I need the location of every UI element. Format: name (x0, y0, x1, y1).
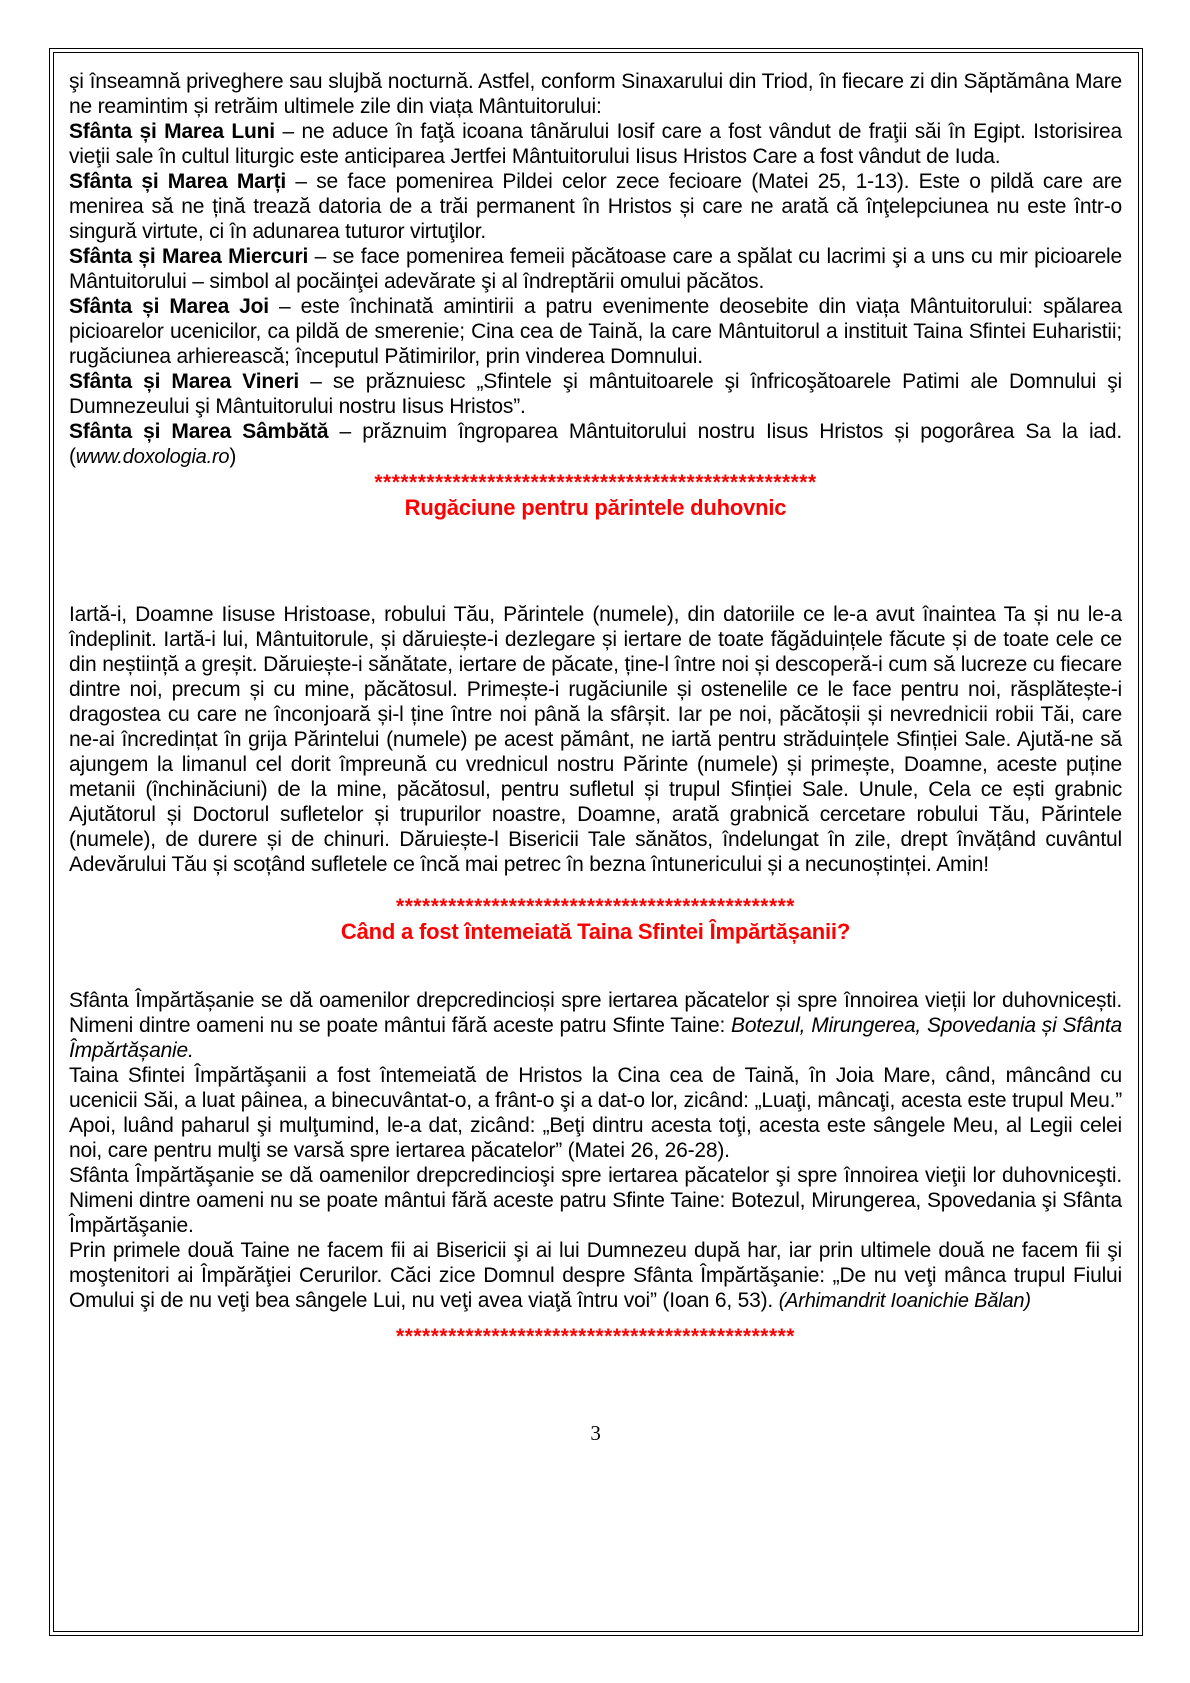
author-attribution: (Arhimandrit Ioanichie Bălan) (778, 1290, 1031, 1312)
communion-paragraph-2: Taina Sfintei Împărtăşanii a fost întemeiată de Hristos la Cina cea de Taină, în Joia Mare, când, mâncând cu ucenicii Săi, a luat pâinea, a binecuvântat-o, a frânt-o şi a dat-o lor, zicând: „Luaţi, mâncaţi, acesta este trupul Meu.” Apoi, luând paharul şi mulţumind, le-a dat, zicând: „Beţi dintru acesta toţi, acesta este sângele Meu, al Legii celei noi, care pentru mulţi se varsă spre iertarea păcatelor” (Matei 26, 26-28). (69, 1064, 1122, 1162)
page-number: 3 (590, 1421, 601, 1445)
asterisk-separator-3: ********************************************** (396, 1325, 795, 1348)
page-border-inner (53, 52, 1139, 1632)
day-name-miercuri: Sfânta și Marea Miercuri (69, 245, 309, 268)
communion-p4-text: Prin primele două Taine ne facem fii ai Bisericii şi ai lui Dumnezeu după har, iar prin ultimele două ne facem fii şi moştenitori ai Împărăţiei Cerurilor. Căci zice Domnul despre Sfânta Împărtăşanie: „De nu veţi mânca trupul Fiului Omului şi de nu veţi bea sângele Lui, nu veţi avea viaţă întru voi” (Ioan 6, 53). (69, 1239, 1122, 1312)
prayer-heading: Rugăciune pentru părintele duhovnic (404, 495, 787, 520)
holy-day-paragraph-miercuri (69, 244, 1122, 294)
page-border (49, 48, 1143, 1636)
day-name-sambata: Sfânta și Marea Sâmbătă (69, 420, 329, 443)
holy-day-paragraph-sambata (69, 419, 1122, 470)
holy-day-paragraph-vineri (69, 369, 1122, 419)
day-text-vineri: – se prăznuiesc „Sfintele şi mântuitoarele şi înfricoşătoarele Patimi ale Domnului şi Dumnezeului şi Mântuitorului nostru Iisus Hristos”. (69, 370, 1123, 418)
day-name-vineri: Sfânta și Marea Vineri (69, 370, 300, 393)
prayer-paragraph: Iartă-i, Doamne Iisuse Hristoase, robului Tău, Părintele (numele), din datoriile ce le-a avut înaintea Ta și nu le-a îndeplinit. Iartă-i lui, Mântuitorule, și dăruiește-i dezlegare și iertare de toate făgăduințele făcute și de toate cele ce din neștiință a greșit. Dăruiește-i sănătate, iertare de păcate, ține-l între noi și descoperă-i cum să lucreze cu fiecare dintre noi, precum și cu mine, păcătosul. Primește-i rugăciunile și ostenelile ce le face pentru noi, răsplătește-i dragostea cu care ne înconjoară și-l ține între noi până la sfârșit. Iar pe noi, păcătoșii și nevrednicii robii Tăi, care ne-ai încredințat în grija Părintelui (numele) pe acest pământ, ne iartă pentru străduințele Sfinției Sale. Ajută-ne să ajungem la limanul cel dorit împreună cu vrednicul nostru Părinte (numele) și primește, Doamne, aceste puține metanii (închinăciuni) de la mine, păcătosul, pentru sufletul și trupul Sfinției Sale. Unule, Cela ce ești grabnic Ajutătorul și Doctorul sufletelor și trupurilor noastre, Doamne, arată grabnică cercetare robului Tău, Părintele (numele), de durere și de chinuri. Dăruiește-l Bisericii Tale sănătos, îndelungat în zile, drept învățând cuvântul Adevărului Tău și scoțând sufletele ce încă mai petrec în bezna întunericului și a necunoștinței. Amin! (69, 603, 1122, 876)
communion-paragraph-3: Sfânta Împărtăşanie se dă oamenilor drepcredincioşi spre iertarea păcatelor şi spre înnoirea vieţii lor duhovniceşti. Nimeni dintre oameni nu se poate mântui fără aceste patru Sfinte Taine: Botezul, Mirungerea, Spovedania şi Sfânta Împărtăşanie. (69, 1164, 1122, 1237)
communion-p1-text: Sfânta Împărtășanie se dă oamenilor drepcredincioși spre iertarea păcatelor și spre înnoirea vieții lor duhovnicești. Nimeni dintre oameni nu se poate mântui fără aceste patru Sfinte Taine: (69, 989, 1122, 1037)
communion-paragraph-4 (69, 1238, 1122, 1314)
source-link-text: www.doxologia.ro (75, 446, 230, 468)
communion-heading: Când a fost întemeiată Taina Sfintei Împărtășanii? (340, 919, 851, 944)
holy-day-paragraph-joi (69, 294, 1122, 369)
day-text-joi: – este închinată amintirii a patru evenimente deosebite din viața Mântuitorului: spălarea picioarelor ucenicilor, ca pildă de smerenie; Cina cea de Taină, la care Mântuitorul a instituit Taina Sfintei Euharistii; rugăciunea arhierească; începutul Pătimirilor, prin vinderea Domnului. (69, 295, 1122, 368)
day-name-joi: Sfânta și Marea Joi (69, 295, 269, 318)
day-name-luni: Sfânta și Marea Luni (69, 120, 275, 143)
day-text-sambata: – prăznuim îngroparea Mântuitorului nostru Iisus Hristos și pogorârea Sa la iad. ( (69, 420, 1122, 468)
communion-paragraph-1 (69, 988, 1122, 1063)
day-text-marti: – se face pomenirea Pildei celor zece fecioare (Matei 25, 1-13). Este o pildă care are menirea să ne țină trează datoria de a trăi permanent în Hristos și care ne arată că înţelepciunea nu este într-o singură virtute, ci în adunarea tuturor virtuţilor. (69, 170, 1122, 243)
page-content (54, 53, 1138, 1446)
intro-paragraph (69, 69, 1122, 119)
holy-day-paragraph-marti (69, 169, 1122, 244)
asterisk-separator-1: *************************************************** (374, 471, 817, 494)
intro-text: şi înseamnă priveghere sau slujbă nocturnă. Astfel, conform Sinaxarului din Triod, în fiecare zi din Săptămâna Mare ne reamintim și retrăim ultimele zile din viața Mântuitorului: (69, 70, 1122, 118)
day-text-luni: – ne aduce în faţă icoana tânărului Iosif care a fost vândut de fraţii săi în Egipt. Istorisirea vieţii sale în cultul liturgic este anticiparea Jertfei Mântuitorului Iisus Hristos Care a fost vândut de Iuda. (69, 120, 1122, 168)
source-close-paren: ) (229, 445, 237, 468)
day-name-marti: Sfânta și Marea Marți (69, 170, 287, 193)
four-sacraments-italic: Botezul, Mirungerea, Spovedania și Sfânta Împărtășanie. (69, 1014, 1122, 1062)
day-text-miercuri: – se face pomenirea femeii păcătoase care a spălat cu lacrimi şi a uns cu mir picioarele Mântuitorului – simbol al pocăinţei adevărate şi al îndreptării omului păcătos. (69, 245, 1123, 293)
holy-day-paragraph-luni (69, 119, 1122, 169)
asterisk-separator-2: ********************************************** (396, 895, 795, 918)
